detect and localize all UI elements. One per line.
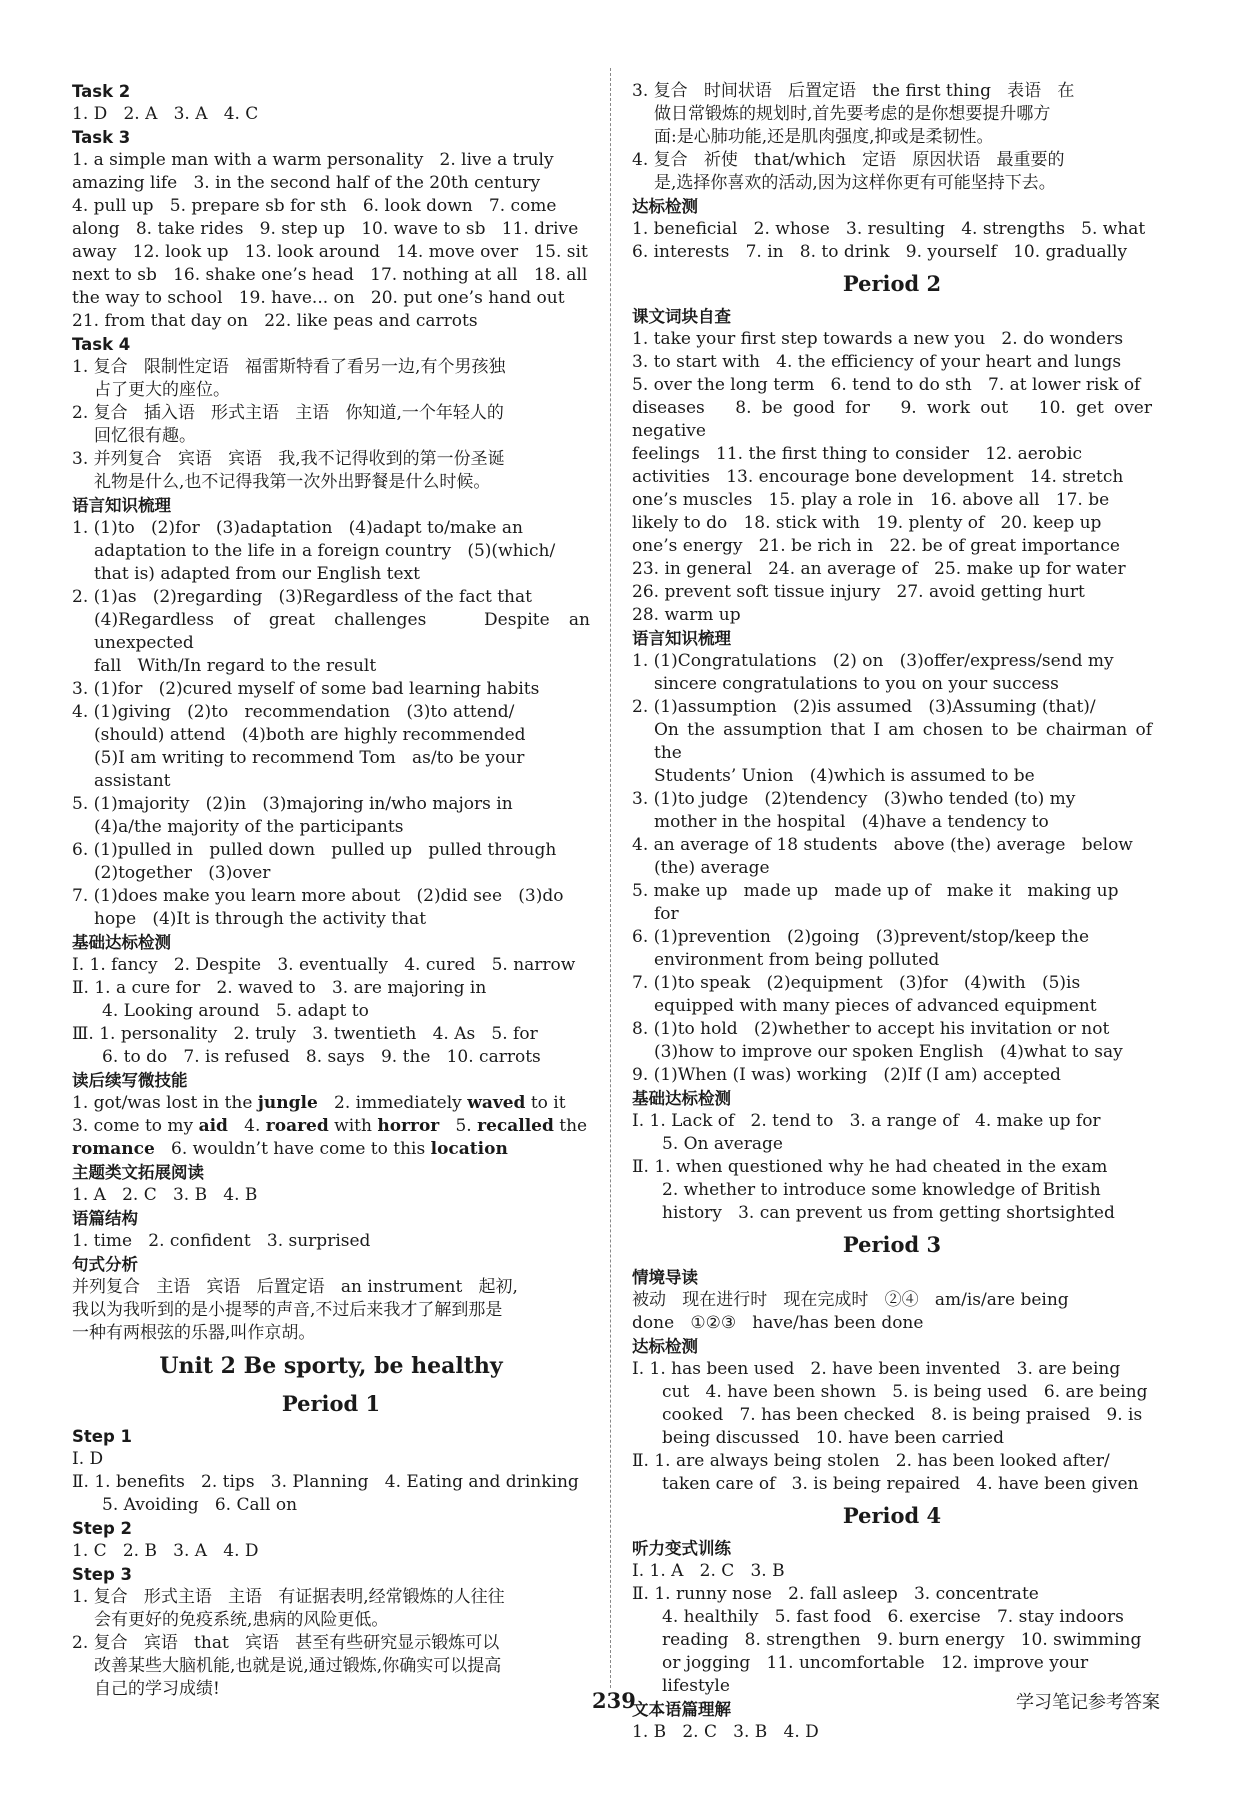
answer-line: 3. 并列复合 宾语 宾语 我,我不记得收到的第一份圣诞 bbox=[72, 449, 505, 469]
answer-line: 2. whether to introduce some knowledge of British bbox=[662, 1180, 1101, 1200]
period-2-title: Period 2 bbox=[842, 271, 942, 296]
heading-text-comprehension: 文本语篇理解 bbox=[632, 1700, 731, 1719]
answer-line: 5. make up made up made up of make it making up bbox=[632, 881, 1119, 901]
answer-line: 面:是心肺功能,还是肌肉强度,抑或是柔韧性。 bbox=[654, 127, 994, 147]
answer-line: 4. healthily 5. fast food 6. exercise 7. stay indoors bbox=[662, 1607, 1124, 1627]
answer-line: 2. 复合 插入语 形式主语 主语 你知道,一个年轻人的 bbox=[72, 403, 504, 423]
answer-line: done ①②③ have/has been done bbox=[632, 1313, 924, 1333]
extended-reading-answers: 1. A 2. C 3. B 4. B bbox=[72, 1185, 258, 1205]
answer-line: for bbox=[654, 904, 679, 924]
answer-line: being discussed 10. have been carried bbox=[662, 1428, 1004, 1448]
footer-label: 学习笔记参考答案 bbox=[1016, 1692, 1160, 1713]
basic-check-answers-2 bbox=[632, 1110, 1152, 1225]
heading-task4: Task 4 bbox=[72, 335, 131, 354]
answer-line: 改善某些大脑机能,也就是说,通过锻炼,你确实可以提高 bbox=[94, 1656, 502, 1676]
answer-line: 1. 复合 限制性定语 福雷斯特看了看另一边,有个男孩独 bbox=[72, 357, 506, 377]
answer-line: likely to do 18. stick with 19. plenty of 20. keep up bbox=[632, 513, 1102, 533]
heading-step2: Step 2 bbox=[72, 1519, 132, 1538]
answer-line: 8. (1)to hold (2)whether to accept his invitation or not bbox=[632, 1019, 1110, 1039]
answer-line: hope (4)It is through the activity that bbox=[94, 909, 427, 929]
answer-line: 26. prevent soft tissue injury 27. avoid getting hurt bbox=[632, 582, 1085, 602]
task4-answers bbox=[72, 356, 590, 494]
answer-line: 5. On average bbox=[662, 1134, 783, 1154]
answer-line: 9. (1)When (I was) working (2)If (I am) accepted bbox=[632, 1065, 1061, 1085]
unit-title: Unit 2 Be sporty, be healthy bbox=[159, 1353, 503, 1379]
answer-line: Ⅱ. 1. runny nose 2. fall asleep 3. concentrate bbox=[632, 1584, 1039, 1604]
heading-step1: Step 1 bbox=[72, 1427, 132, 1446]
answer-line: 6. (1)pulled in pulled down pulled up pulled through bbox=[72, 840, 557, 860]
answer-line: romance 6. wouldn’t have come to this location bbox=[72, 1139, 508, 1159]
answer-line: cooked 7. has been checked 8. is being praised 9. is bbox=[662, 1405, 1143, 1425]
answer-line: 3. to start with 4. the efficiency of your heart and lungs bbox=[632, 352, 1122, 372]
answer-line: On the assumption that I am chosen to be chairman of the bbox=[654, 720, 1158, 763]
answer-line: 回忆很有趣。 bbox=[94, 426, 196, 446]
answer-line: 3. 复合 时间状语 后置定语 the first thing 表语 在 bbox=[632, 81, 1075, 101]
answer-line: taken care of 3. is being repaired 4. have been given bbox=[662, 1474, 1139, 1494]
heading-step3: Step 3 bbox=[72, 1565, 132, 1584]
heading-continuation-writing: 读后续写微技能 bbox=[72, 1071, 188, 1090]
answer-line: Ⅱ. 1. are always being stolen 2. has been looked after/ bbox=[632, 1451, 1110, 1471]
answer-line: (5)I am writing to recommend Tom as/to be your bbox=[94, 748, 525, 768]
column-divider bbox=[610, 68, 611, 1688]
continuation-writing-answers bbox=[72, 1092, 590, 1161]
answer-line: one’s energy 21. be rich in 22. be of great importance bbox=[632, 536, 1120, 556]
answer-line: 1. beneficial 2. whose 3. resulting 4. strengths 5. what bbox=[632, 219, 1146, 239]
answer-line: 23. in general 24. an average of 25. make up for water bbox=[632, 559, 1126, 579]
answer-line: (3)how to improve our spoken English (4)what to say bbox=[654, 1042, 1123, 1062]
heading-word-chunks: 课文词块自查 bbox=[632, 307, 731, 326]
answer-line: next to sb 16. shake one’s head 17. nothing at all 18. all bbox=[72, 265, 588, 285]
heading-check-2: 达标检测 bbox=[632, 1337, 698, 1356]
heading-text-structure: 语篇结构 bbox=[72, 1209, 138, 1228]
right-column bbox=[632, 80, 1158, 1744]
answer-line: 6. to do 7. is refused 8. says 9. the 10. carrots bbox=[102, 1047, 541, 1067]
sentence-analysis-answers bbox=[72, 1276, 590, 1345]
answer-line: 5. over the long term 6. tend to do sth 7. at lower risk of bbox=[632, 375, 1141, 395]
check-answers-2 bbox=[632, 1358, 1152, 1496]
answer-line: (2)together (3)over bbox=[94, 863, 271, 883]
answer-line: (4)Regardless of great challenges Despite an unexpected bbox=[94, 610, 596, 653]
answer-line: cut 4. have been shown 5. is being used 6. are being bbox=[662, 1382, 1148, 1402]
heading-check: 达标检测 bbox=[632, 197, 698, 216]
heading-situation-guide: 情境导读 bbox=[632, 1268, 698, 1287]
answer-line: 6. interests 7. in 8. to drink 9. yourself 10. gradually bbox=[632, 242, 1128, 262]
task3-answers bbox=[72, 149, 590, 333]
answer-line: activities 13. encourage bone development 14. stretch bbox=[632, 467, 1124, 487]
answer-line: reading 8. strengthen 9. burn energy 10. swimming bbox=[662, 1630, 1142, 1650]
answer-line: 并列复合 主语 宾语 后置定语 an instrument 起初, bbox=[72, 1277, 518, 1297]
answer-line: 5. (1)majority (2)in (3)majoring in/who majors in bbox=[72, 794, 513, 814]
answer-line: (the) average bbox=[654, 858, 770, 878]
answer-line: 4. an average of 18 students above (the) average below bbox=[632, 835, 1133, 855]
answer-line: Ⅲ. 1. personality 2. truly 3. twentieth 4. As 5. for bbox=[72, 1024, 538, 1044]
word-chunks-answers bbox=[632, 328, 1158, 627]
answer-line: 2. 复合 宾语 that 宾语 甚至有些研究显示锻炼可以 bbox=[72, 1633, 500, 1653]
answer-line: 做日常锻炼的规划时,首先要考虑的是你想要提升哪方 bbox=[654, 104, 1051, 124]
answer-line: 7. (1)to speak (2)equipment (3)for (4)with (5)is bbox=[632, 973, 1081, 993]
answer-line: along 8. take rides 9. step up 10. wave to sb 11. drive bbox=[72, 219, 579, 239]
answer-line: 被动 现在进行时 现在完成时 ②④ am/is/are being bbox=[632, 1290, 1069, 1310]
answer-line: 会有更好的免疫系统,患病的风险更低。 bbox=[94, 1610, 389, 1630]
answer-line: 1. a simple man with a warm personality 2. live a truly bbox=[72, 150, 554, 170]
answer-line: Ⅰ. 1. Lack of 2. tend to 3. a range of 4. make up for bbox=[632, 1111, 1101, 1131]
heading-language-knowledge-2: 语言知识梳理 bbox=[632, 629, 731, 648]
answer-line: 2. (1)as (2)regarding (3)Regardless of the fact that bbox=[72, 587, 532, 607]
heading-task2: Task 2 bbox=[72, 82, 131, 101]
answer-line: 4. Looking around 5. adapt to bbox=[102, 1001, 369, 1021]
answer-line: Ⅱ. 1. benefits 2. tips 3. Planning 4. Eating and drinking bbox=[72, 1472, 579, 1492]
language-knowledge-answers-2 bbox=[632, 650, 1158, 1087]
answer-line: 2. (1)assumption (2)is assumed (3)Assuming (that)/ bbox=[632, 697, 1096, 717]
answer-line: one’s muscles 15. play a role in 16. above all 17. be bbox=[632, 490, 1110, 510]
page-number: 239 bbox=[592, 1688, 636, 1713]
answer-line: environment from being polluted bbox=[654, 950, 940, 970]
answer-line: equipped with many pieces of advanced equipment bbox=[654, 996, 1097, 1016]
heading-basic-check-2: 基础达标检测 bbox=[632, 1089, 731, 1108]
answer-line: 4. pull up 5. prepare sb for sth 6. look down 7. come bbox=[72, 196, 557, 216]
answer-line: Students’ Union (4)which is assumed to be bbox=[654, 766, 1035, 786]
answer-line: 自己的学习成绩! bbox=[94, 1679, 220, 1699]
answer-line: that is) adapted from our English text bbox=[94, 564, 420, 584]
task2-answers: 1. D 2. A 3. A 4. C bbox=[72, 104, 259, 124]
answer-line: 我以为我听到的是小提琴的声音,不过后来我才了解到那是 bbox=[72, 1300, 503, 1320]
answer-line: 1. C 2. B 3. A 4. D bbox=[72, 1541, 259, 1561]
listening-answers bbox=[632, 1560, 1152, 1698]
answer-line: 21. from that day on 22. like peas and carrots bbox=[72, 311, 478, 331]
answer-line: assistant bbox=[94, 771, 171, 791]
answer-line: or jogging 11. uncomfortable 12. improve your bbox=[662, 1653, 1089, 1673]
heading-basic-check: 基础达标检测 bbox=[72, 933, 171, 952]
answer-line: 一种有两根弦的乐器,叫作京胡。 bbox=[72, 1323, 316, 1343]
period-3-title: Period 3 bbox=[842, 1232, 942, 1257]
answer-line: 1. (1)to (2)for (3)adaptation (4)adapt to/make an bbox=[72, 518, 523, 538]
answer-line: Ⅱ. 1. when questioned why he had cheated in the exam bbox=[632, 1157, 1108, 1177]
answer-line: 1. B 2. C 3. B 4. D bbox=[632, 1722, 819, 1742]
left-column bbox=[72, 80, 596, 1701]
answer-line: away 12. look up 13. look around 14. move over 15. sit bbox=[72, 242, 588, 262]
answer-line: diseases 8. be good for 9. work out 10. get over negative bbox=[632, 398, 1158, 441]
answer-line: 是,选择你喜欢的活动,因为这样你更有可能坚持下去。 bbox=[654, 173, 1056, 193]
answer-line: 占了更大的座位。 bbox=[94, 380, 230, 400]
answer-line: adaptation to the life in a foreign country (5)(which/ bbox=[94, 541, 556, 561]
answer-line: amazing life 3. in the second half of the 20th century bbox=[72, 173, 541, 193]
answer-line: 1. 复合 形式主语 主语 有证据表明,经常锻炼的人往往 bbox=[72, 1587, 505, 1607]
heading-extended-reading: 主题类文拓展阅读 bbox=[72, 1163, 204, 1182]
answer-line: 1. (1)Congratulations (2) on (3)offer/express/send my bbox=[632, 651, 1114, 671]
answer-line: sincere congratulations to you on your success bbox=[654, 674, 1059, 694]
answer-line: Ⅰ. 1. fancy 2. Despite 3. eventually 4. cured 5. narrow bbox=[72, 955, 576, 975]
answer-line: Ⅰ. 1. has been used 2. have been invented 3. are being bbox=[632, 1359, 1121, 1379]
answer-line: the way to school 19. have... on 20. put one’s hand out bbox=[72, 288, 565, 308]
answer-line: 6. (1)prevention (2)going (3)prevent/stop/keep the bbox=[632, 927, 1089, 947]
answer-line: 4. (1)giving (2)to recommendation (3)to attend/ bbox=[72, 702, 515, 722]
answer-line: Ⅱ. 1. a cure for 2. waved to 3. are majoring in bbox=[72, 978, 487, 998]
answer-line: 1. got/was lost in the jungle 2. immediately waved to it bbox=[72, 1093, 566, 1113]
answer-line: (4)a/the majority of the participants bbox=[94, 817, 404, 837]
answer-line: fall With/In regard to the result bbox=[94, 656, 377, 676]
basic-check-answers bbox=[72, 954, 590, 1069]
answer-line: mother in the hospital (4)have a tendency to bbox=[654, 812, 1049, 832]
heading-listening: 听力变式训练 bbox=[632, 1539, 731, 1558]
answer-line: history 3. can prevent us from getting shortsighted bbox=[662, 1203, 1115, 1223]
heading-task3: Task 3 bbox=[72, 128, 131, 147]
answer-line: 3. come to my aid 4. roared with horror 5. recalled the bbox=[72, 1116, 588, 1136]
answer-line: 3. (1)for (2)cured myself of some bad learning habits bbox=[72, 679, 540, 699]
period-1-title: Period 1 bbox=[281, 1391, 381, 1416]
answer-line: Ⅰ. D bbox=[72, 1449, 104, 1469]
heading-sentence-analysis: 句式分析 bbox=[72, 1255, 138, 1274]
answer-line: feelings 11. the first thing to consider 12. aerobic bbox=[632, 444, 1083, 464]
answer-line: 3. (1)to judge (2)tendency (3)who tended (to) my bbox=[632, 789, 1076, 809]
period-4-title: Period 4 bbox=[842, 1503, 942, 1528]
answer-line: lifestyle bbox=[662, 1676, 730, 1696]
answer-line: (should) attend (4)both are highly recommended bbox=[94, 725, 526, 745]
language-knowledge-answers bbox=[72, 517, 596, 931]
answer-line: 28. warm up bbox=[632, 605, 741, 625]
answer-line: 4. 复合 祈使 that/which 定语 原因状语 最重要的 bbox=[632, 150, 1065, 170]
answer-line: Ⅰ. 1. A 2. C 3. B bbox=[632, 1561, 785, 1581]
answer-line: 礼物是什么,也不记得我第一次外出野餐是什么时候。 bbox=[94, 472, 491, 492]
answer-line: 5. Avoiding 6. Call on bbox=[102, 1495, 298, 1515]
answer-line: 1. take your first step towards a new you 2. do wonders bbox=[632, 329, 1124, 349]
answer-line: 7. (1)does make you learn more about (2)did see (3)do bbox=[72, 886, 564, 906]
heading-language-knowledge: 语言知识梳理 bbox=[72, 496, 171, 515]
text-structure-answers: 1. time 2. confident 3. surprised bbox=[72, 1231, 371, 1251]
